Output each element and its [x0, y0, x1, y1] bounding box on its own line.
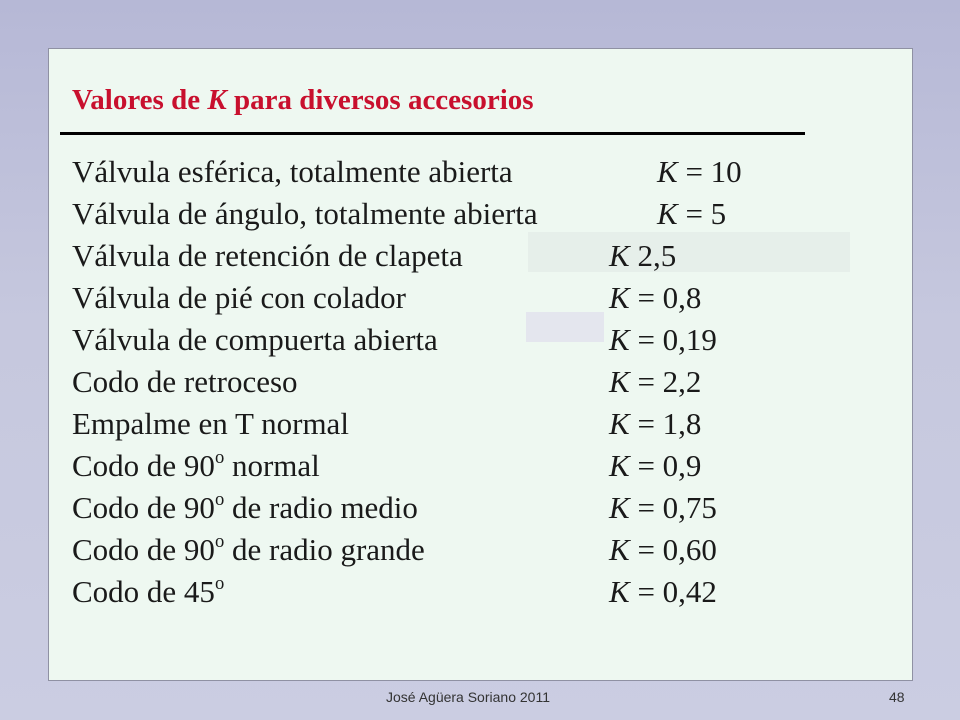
k-symbol: K [657, 196, 678, 231]
title-k-symbol: K [207, 84, 227, 116]
fitting-label: Codo de retroceso [72, 364, 298, 399]
fitting-label: Codo de 90$^o$ de radio grande [72, 530, 425, 567]
degree-superscript: o [214, 530, 225, 552]
slide-title [72, 84, 534, 117]
k-value: K = 10 [657, 154, 742, 189]
k-symbol: K [609, 280, 630, 315]
page-number: 48 [889, 689, 905, 705]
k-symbol: K [609, 448, 630, 483]
k-symbol: K [657, 154, 678, 189]
k-value: K = 5 [657, 196, 727, 231]
k-value: K = 0,75 [609, 490, 717, 525]
k-value: K = 0,9 [609, 448, 702, 483]
degree-superscript: o [214, 446, 225, 468]
k-symbol: K [609, 490, 630, 525]
slide-footer: José Agüera Soriano 2011 [386, 689, 550, 705]
degree-superscript: o [214, 572, 225, 594]
k-symbol: K [609, 574, 630, 609]
k-value: K = 1,8 [609, 406, 702, 441]
fitting-label: Válvula de pié con colador [72, 280, 406, 315]
k-value: K 2,5 [609, 238, 677, 273]
highlight-patch [528, 232, 850, 272]
fitting-label: Empalme en T normal [72, 406, 349, 441]
k-value: K = 0,42 [609, 574, 717, 609]
fitting-label: Válvula de ángulo, totalmente abierta [72, 196, 538, 231]
fitting-label: Válvula de compuerta abierta [72, 322, 438, 357]
fitting-label: Codo de 45$^o$ [72, 572, 225, 609]
title-suffix: para diversos accesorios [226, 84, 534, 116]
k-symbol: K [609, 322, 630, 357]
degree-superscript: o [214, 488, 225, 510]
k-value: K = 0,8 [609, 280, 702, 315]
k-symbol: K [609, 406, 630, 441]
title-prefix: Valores de [72, 84, 208, 116]
fitting-label: Codo de 90$^o$ de radio medio [72, 488, 418, 525]
highlight-patch [526, 312, 604, 342]
fitting-label: Válvula de retención de clapeta [72, 238, 463, 273]
k-symbol: K [609, 364, 630, 399]
fitting-label: Codo de 90$^o$ normal [72, 446, 320, 483]
k-value: K = 0,60 [609, 532, 717, 567]
k-symbol: K [609, 238, 630, 273]
title-underline [60, 132, 805, 135]
k-symbol: K [609, 532, 630, 567]
k-value: K = 2,2 [609, 364, 702, 399]
k-value: K = 0,19 [609, 322, 717, 357]
fitting-label: Válvula esférica, totalmente abierta [72, 154, 513, 189]
